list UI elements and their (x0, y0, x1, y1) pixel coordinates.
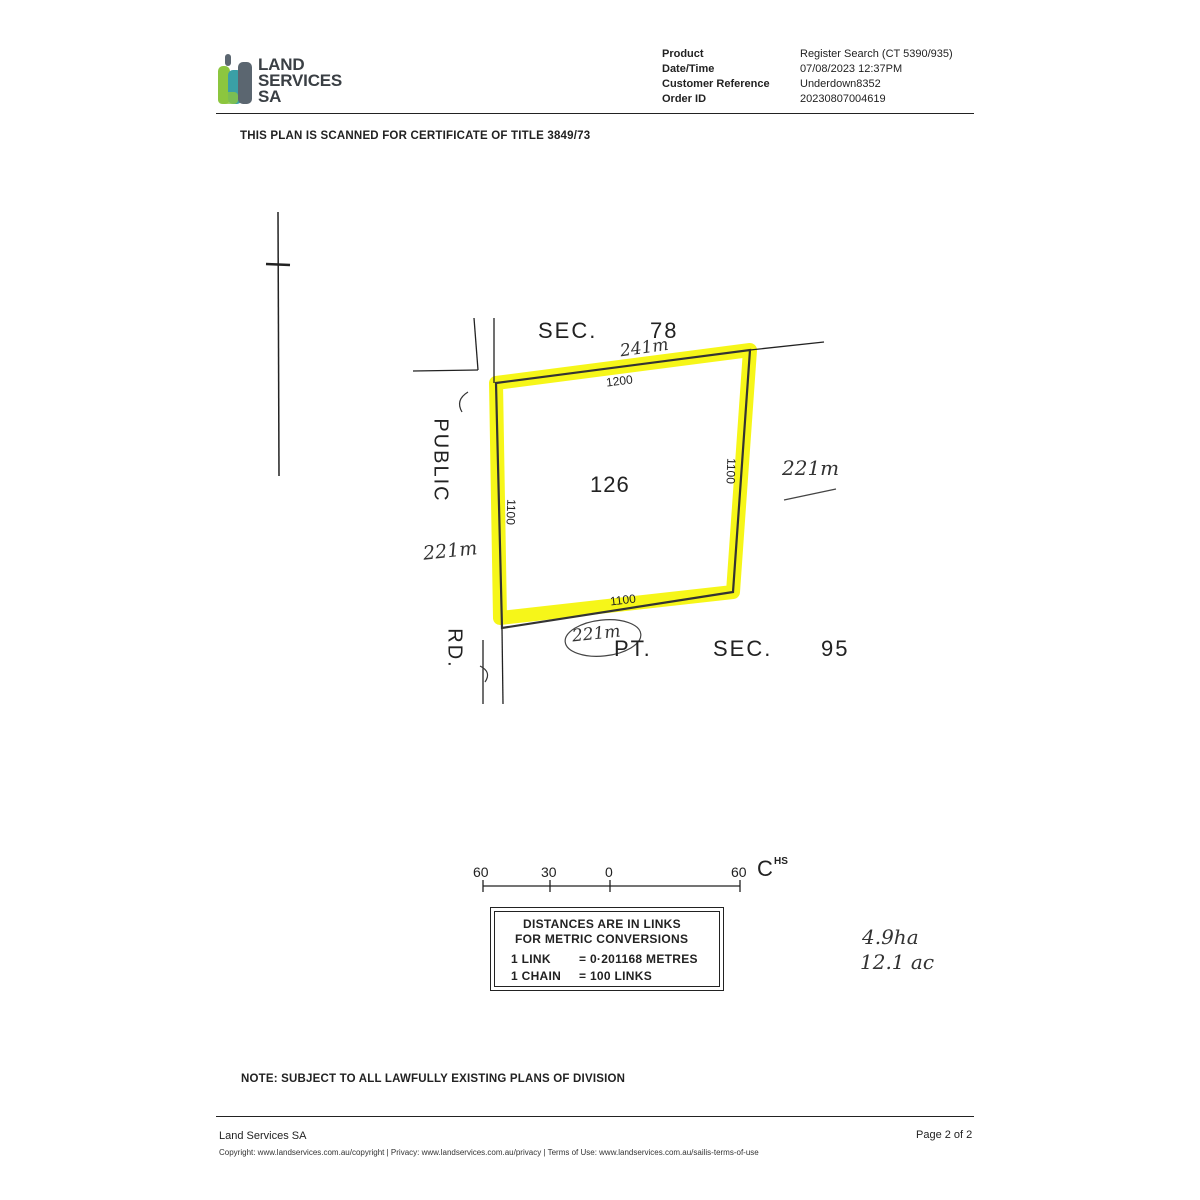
area-acres: 12.1 ac (860, 950, 935, 974)
logo-line2: SERVICES (258, 71, 343, 90)
road-line-bottom-right (502, 628, 503, 704)
field-value-customer-reference: Underdown8352 (800, 78, 881, 90)
field-label-order-id: Order ID (662, 93, 707, 105)
pt-label: PT. (614, 636, 652, 661)
field-value-order-id: 20230807004619 (800, 93, 886, 105)
legend-line2: FOR METRIC CONVERSIONS (515, 932, 689, 946)
field-label-product: Product (662, 48, 704, 60)
logo-line3: SA (258, 87, 282, 106)
sec-bottom-label: SEC. (713, 636, 773, 661)
rd-label: RD. (443, 628, 466, 669)
scale-label-60-left: 60 (473, 864, 489, 880)
boundary-extension (750, 342, 824, 350)
legend-row1-b: = 0·201168 METRES (579, 952, 698, 966)
road-line-top (413, 370, 478, 371)
field-label-datetime: Date/Time (662, 63, 715, 75)
public-road-label: PUBLIC (429, 418, 452, 503)
plan-title: THIS PLAN IS SCANNED FOR CERTIFICATE OF TITLE 3849/73 (240, 130, 591, 142)
legend-row2-a: 1 CHAIN (511, 969, 562, 983)
conversion-legend (490, 907, 724, 991)
north-line (278, 212, 279, 476)
road-line-left (474, 318, 478, 370)
sec-top-number: 78 (650, 318, 679, 343)
hand-underline (784, 489, 836, 500)
scale-label-0: 0 (605, 864, 613, 880)
legend-row2-b: = 100 LINKS (579, 969, 652, 983)
dim-bottom: 1100 (609, 591, 637, 609)
footer-org: Land Services SA (219, 1130, 307, 1142)
field-label-customer-reference: Customer Reference (662, 78, 770, 90)
scale-label-30: 30 (541, 864, 557, 880)
logo-line1: LAND (258, 55, 305, 74)
parcel-number: 126 (590, 472, 630, 497)
scale-label-60-right: 60 (731, 864, 747, 880)
sec-top-label: SEC. (538, 318, 598, 343)
scale-unit: C (757, 856, 773, 881)
road-arrow-top (460, 392, 468, 412)
dim-top: 1200 (605, 372, 634, 390)
area-hectares: 4.9ha (862, 925, 919, 949)
footer-page: Page 2 of 2 (916, 1129, 973, 1141)
field-value-datetime: 07/08/2023 12:37PM (800, 63, 903, 75)
dim-right: 1100 (723, 457, 739, 485)
hand-note-bottom: 221m (571, 621, 622, 647)
hand-note-top: 241m (618, 334, 670, 362)
plan-note: NOTE: SUBJECT TO ALL LAWFULLY EXISTING PLANS OF DIVISION (241, 1073, 626, 1085)
footer-copyright: Copyright: www.landservices.com.au/copyright | Privacy: www.landservices.com.au/privacy | Terms of Use: www.landservices.com.au/sailis-terms-of-use (219, 1148, 759, 1157)
dim-left: 1100 (503, 498, 519, 526)
sec-bottom-number: 95 (821, 636, 850, 661)
footer-divider (216, 1116, 974, 1117)
legend-line1: DISTANCES ARE IN LINKS (523, 917, 681, 931)
hand-note-right: 221m (782, 456, 840, 480)
north-tick (266, 264, 290, 265)
field-value-product: Register Search (CT 5390/935) (800, 48, 953, 60)
legend-row1-a: 1 LINK (511, 952, 551, 966)
hand-note-left: 221m (421, 537, 479, 565)
road-arrow-bottom (480, 666, 488, 682)
scale-unit-sup: HS (774, 856, 788, 867)
